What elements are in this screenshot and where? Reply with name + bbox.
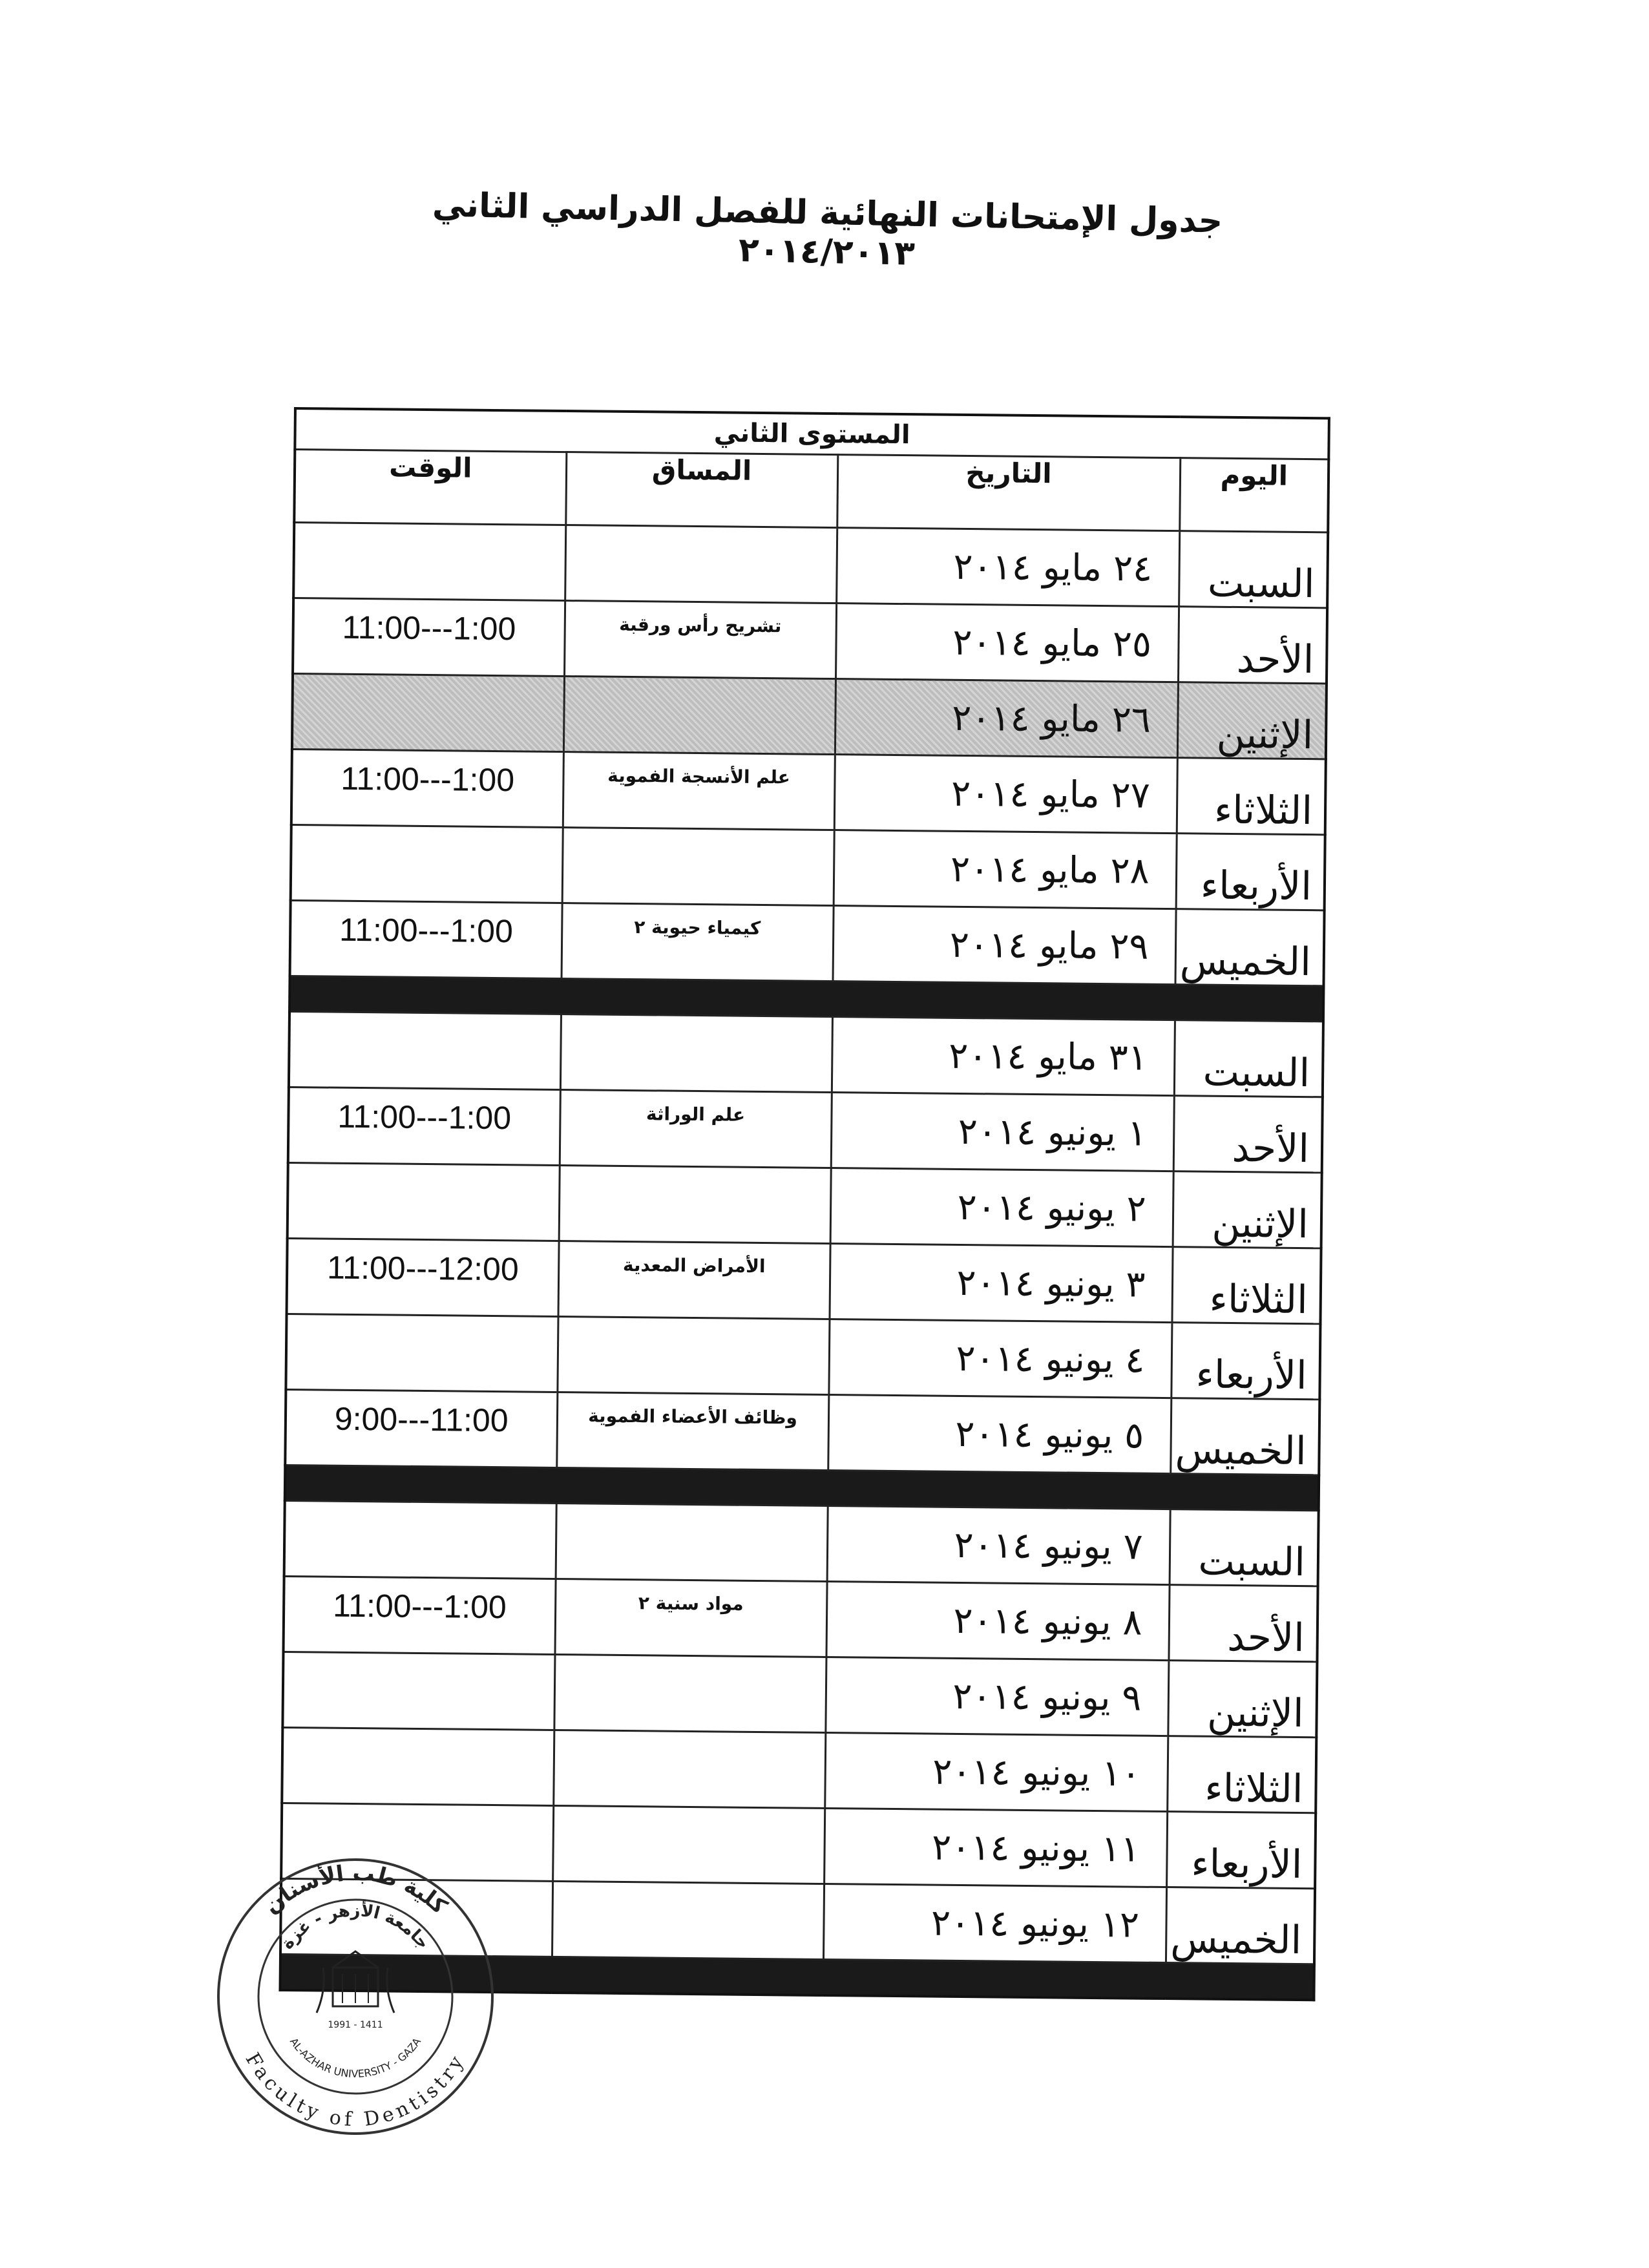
course-cell <box>563 677 835 755</box>
date-cell: ١٠ يونيو ٢٠١٤ <box>824 1732 1168 1811</box>
page-title: جدول الإمتحانات النهائية للفصل الدراسي الثاني ٢٠١٤/٢٠١٣ <box>432 185 1223 273</box>
stamp-english-outer: Faculty of Dentistry <box>240 2049 470 2132</box>
date-column-header: التاريخ <box>837 455 1180 531</box>
university-emblem-icon <box>317 1951 394 2013</box>
day-cell: الخميس <box>1166 1887 1315 1964</box>
exam-schedule <box>278 407 1340 2001</box>
time-cell <box>282 1652 554 1730</box>
date-cell: ١١ يونيو ٢٠١٤ <box>824 1808 1167 1887</box>
course-cell <box>560 1014 832 1093</box>
day-cell: الأربعاء <box>1166 1812 1316 1889</box>
day-cell: الخميس <box>1175 909 1324 986</box>
time-cell <box>282 1727 554 1805</box>
date-cell: ٢ يونيو ٢٠١٤ <box>830 1168 1173 1247</box>
time-cell: 11:00---12:00 <box>287 1238 559 1316</box>
time-cell: 11:00---1:00 <box>290 900 562 978</box>
course-cell: وظائف الأعضاء الفموية <box>556 1392 828 1470</box>
table-row <box>282 1652 1317 1737</box>
date-cell: ١٢ يونيو ٢٠١٤ <box>823 1884 1166 1962</box>
date-cell: ٧ يونيو ٢٠١٤ <box>827 1506 1170 1585</box>
stamp-arabic-inner: جامعة الأزهر - غزة <box>277 1901 434 1953</box>
course-cell: الأمراض المعدية <box>558 1241 830 1319</box>
stamp-years: 1991 - 1411 <box>328 2020 383 2030</box>
day-cell: الثلاثاء <box>1177 758 1326 835</box>
date-cell: ٢٧ مايو ٢٠١٤ <box>834 755 1177 834</box>
time-cell <box>286 1314 558 1392</box>
course-cell: كيمياء حيوية ٢ <box>562 903 834 982</box>
table-row <box>286 1314 1320 1399</box>
time-cell: 11:00---1:00 <box>284 1576 556 1654</box>
day-cell: الثلاثاء <box>1171 1247 1321 1324</box>
date-cell: ٢٨ مايو ٢٠١٤ <box>834 830 1177 909</box>
course-cell <box>557 1316 829 1394</box>
course-cell: علم الوراثة <box>560 1090 832 1168</box>
time-cell <box>289 1011 561 1089</box>
day-cell: الإثنين <box>1173 1171 1322 1248</box>
date-cell: ٣١ مايو ٢٠١٤ <box>832 1017 1175 1096</box>
exam-table <box>278 407 1330 2001</box>
table-row <box>291 824 1325 910</box>
date-cell: ٢٥ مايو ٢٠١٤ <box>835 604 1179 682</box>
date-cell: ٤ يونيو ٢٠١٤ <box>828 1319 1171 1398</box>
table-row-shaded <box>292 674 1327 759</box>
course-cell <box>552 1881 824 1959</box>
time-cell: 9:00---11:00 <box>285 1389 557 1467</box>
course-column-header: المساق <box>565 452 837 528</box>
day-cell: السبت <box>1170 1509 1319 1586</box>
time-cell <box>291 824 563 903</box>
time-cell <box>293 523 565 601</box>
table-row <box>284 1576 1318 1661</box>
day-cell: الأربعاء <box>1171 1323 1320 1400</box>
day-cell: السبت <box>1174 1020 1323 1097</box>
course-cell <box>553 1730 825 1808</box>
day-column-header: اليوم <box>1179 458 1329 532</box>
day-cell: السبت <box>1179 531 1328 608</box>
stamp-seal <box>213 1854 498 2139</box>
date-cell: ٢٤ مايو ٢٠١٤ <box>836 528 1179 607</box>
day-cell: الإثنين <box>1168 1661 1317 1738</box>
table-row <box>288 1162 1322 1248</box>
table-row <box>291 749 1326 834</box>
date-cell: ١ يونيو ٢٠١٤ <box>831 1093 1174 1171</box>
table-row <box>293 598 1327 684</box>
table-row <box>288 1087 1323 1172</box>
stamp-arabic-outer: كلية طب الأسنان <box>258 1860 452 1920</box>
time-cell <box>288 1162 560 1241</box>
level-header: المستوى الثاني <box>295 408 1329 459</box>
course-cell <box>554 1654 826 1732</box>
day-cell: الأحد <box>1168 1585 1318 1662</box>
day-cell: الثلاثاء <box>1167 1736 1316 1813</box>
date-cell: ٢٦ مايو ٢٠١٤ <box>835 679 1178 758</box>
table-row <box>289 1011 1323 1097</box>
date-cell: ٢٩ مايو ٢٠١٤ <box>833 906 1176 985</box>
table-row <box>293 523 1328 608</box>
course-cell <box>562 828 834 906</box>
date-cell: ٩ يونيو ٢٠١٤ <box>825 1657 1168 1736</box>
day-cell: الإثنين <box>1177 682 1327 759</box>
date-cell: ٨ يونيو ٢٠١٤ <box>826 1581 1169 1660</box>
faculty-stamp <box>213 1854 498 2139</box>
time-cell: 11:00---1:00 <box>291 749 563 827</box>
day-cell: الأحد <box>1173 1096 1323 1173</box>
course-cell <box>556 1503 828 1581</box>
table-row <box>290 900 1325 985</box>
date-cell: ٣ يونيو ٢٠١٤ <box>829 1244 1172 1323</box>
course-cell: مواد سنية ٢ <box>554 1579 826 1657</box>
time-cell: 11:00---1:00 <box>293 598 565 677</box>
time-cell <box>284 1500 556 1579</box>
day-cell: الخميس <box>1170 1398 1319 1475</box>
day-cell: الأحد <box>1178 607 1327 684</box>
table-row <box>282 1727 1316 1812</box>
course-cell: علم الأنسجة الفموية <box>563 752 835 830</box>
day-cell: الأربعاء <box>1176 834 1325 910</box>
date-cell: ٥ يونيو ٢٠١٤ <box>828 1395 1171 1474</box>
stamp-english-inner: AL-AZHAR UNIVERSITY - GAZA <box>287 2035 424 2081</box>
time-column-header: الوقت <box>294 450 566 525</box>
table-row <box>287 1238 1321 1323</box>
table-row <box>284 1500 1319 1586</box>
course-cell <box>559 1165 831 1243</box>
time-cell: 11:00---1:00 <box>288 1087 560 1165</box>
course-cell: تشريح رأس ورقبة <box>564 601 836 679</box>
table-row <box>285 1389 1319 1475</box>
time-cell <box>292 674 564 752</box>
course-cell <box>552 1805 824 1884</box>
course-cell <box>565 525 837 604</box>
